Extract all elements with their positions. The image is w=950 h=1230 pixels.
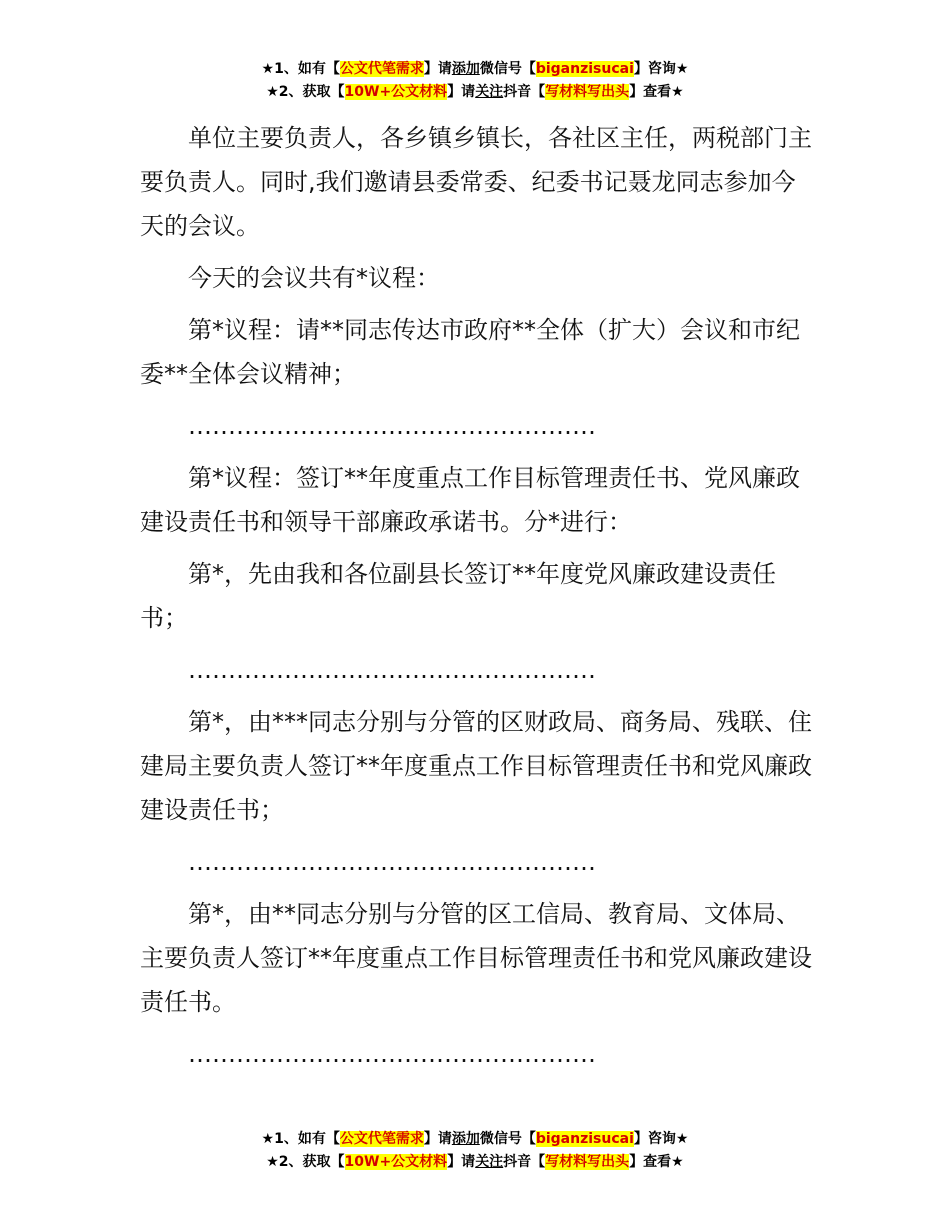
header-banner	[0, 58, 950, 104]
highlight-service: 公文代笔需求	[339, 61, 424, 77]
paragraph: 第*，由***同志分别与分管的区财政局、商务局、残联、住建局主要负责人签订**年度重点工作目标管理责任书和党风廉政建设责任书；	[140, 708, 812, 824]
banner-text: 】请	[447, 84, 476, 100]
banner-text: 】请	[447, 1154, 476, 1170]
banner-text: ★1、如有【	[261, 61, 340, 77]
underlined-text: 关注	[475, 84, 504, 100]
document-body	[140, 116, 812, 1084]
paragraph: 今天的会议共有*议程：	[188, 264, 440, 292]
highlight-wechat-id: biganzisucai	[535, 1131, 634, 1147]
banner-text: 抖音【	[503, 1154, 546, 1170]
banner-text: 微信号【	[479, 1131, 536, 1147]
banner-text: 抖音【	[503, 84, 546, 100]
banner-text: ★2、获取【	[266, 84, 345, 100]
underlined-text: 添加	[451, 61, 480, 77]
banner-text: 】咨询★	[633, 1131, 689, 1147]
highlight-materials: 10W+公文材料	[344, 84, 448, 100]
paragraph: 单位主要负责人，各乡镇乡镇长，各社区主任，两税部门主要负责人。同时,我们邀请县委常委、纪委书记聂龙同志参加今天的会议。	[140, 124, 812, 240]
banner-text: ★2、获取【	[266, 1154, 345, 1170]
ellipsis-line: ……………………………………………	[188, 656, 596, 684]
ellipsis-line: ……………………………………………	[188, 848, 596, 876]
banner-line-2	[0, 81, 950, 104]
highlight-douyin: 写材料写出头	[545, 84, 630, 100]
highlight-materials: 10W+公文材料	[344, 1154, 448, 1170]
banner-line-2	[0, 1151, 950, 1174]
banner-text: 】查看★	[629, 84, 684, 100]
banner-line-1	[0, 1128, 950, 1151]
paragraph: 第*，由**同志分别与分管的区工信局、教育局、文体局、主要负责人签订**年度重点工作目标管理责任书和党风廉政建设责任书。	[140, 900, 812, 1016]
banner-line-1	[0, 58, 950, 81]
paragraph: 第*议程：签订**年度重点工作目标管理责任书、党风廉政建设责任书和领导干部廉政承诺书。分*进行：	[140, 464, 800, 536]
highlight-service: 公文代笔需求	[339, 1131, 424, 1147]
paragraph: 第*议程：请**同志传达市政府**全体（扩大）会议和市纪委**全体会议精神；	[140, 316, 800, 388]
banner-text: ★1、如有【	[261, 1131, 340, 1147]
highlight-wechat-id: biganzisucai	[535, 61, 634, 77]
banner-text: 】咨询★	[633, 61, 689, 77]
underlined-text: 关注	[475, 1154, 504, 1170]
ellipsis-line: ……………………………………………	[188, 1040, 596, 1068]
ellipsis-line: ……………………………………………	[188, 412, 596, 440]
banner-text: 微信号【	[479, 61, 536, 77]
paragraph: 第*，先由我和各位副县长签订**年度党风廉政建设责任书；	[140, 560, 776, 632]
footer-banner	[0, 1128, 950, 1174]
highlight-douyin: 写材料写出头	[545, 1154, 630, 1170]
banner-text: 】请	[423, 61, 452, 77]
banner-text: 】查看★	[629, 1154, 684, 1170]
underlined-text: 添加	[451, 1131, 480, 1147]
banner-text: 】请	[423, 1131, 452, 1147]
